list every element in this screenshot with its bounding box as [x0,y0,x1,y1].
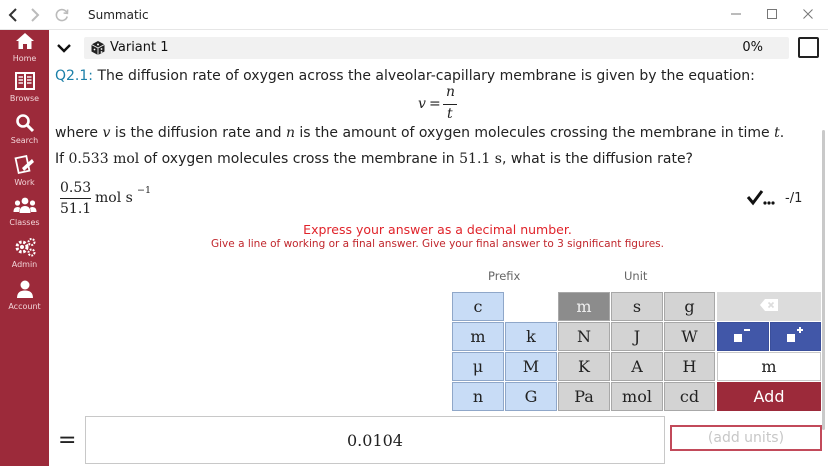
positive-exponent-button[interactable] [770,322,821,351]
close-button[interactable] [798,6,818,22]
home-icon [13,30,37,52]
collapse-chevron-icon[interactable] [56,40,72,56]
work-icon [13,154,37,176]
back-icon[interactable] [4,4,22,26]
negative-exponent-button[interactable] [717,322,769,351]
checking-icon [746,188,776,208]
sidebar-item-label: Admin [11,260,38,269]
sidebar-item-browse[interactable] [0,70,49,112]
where-text: where v is the diffusion rate and n is the amount of oxygen molecules crossing the membrane in time t. [55,125,785,141]
app-title: Summatic [88,8,149,22]
answer-input[interactable]: 0.0104 [85,416,665,464]
answer-preview [58,180,158,220]
sidebar-item-label: Classes [9,218,40,227]
book-icon [13,70,37,92]
instruction-secondary: Give a line of working or a final answer. Give your final answer to 3 significant figures. [211,238,664,250]
variant-label: Variant 1 [110,40,169,55]
unit-key-g[interactable]: g [664,292,715,321]
sidebar-item-account[interactable] [0,278,49,320]
backspace-button[interactable] [717,292,821,321]
preview-denominator: 51.1 [60,201,92,217]
prefix-key-M[interactable]: M [505,352,557,381]
equation-denominator: t [447,106,453,122]
flag-checkbox[interactable] [798,37,819,58]
equation-lhs: v [418,96,426,112]
forward-icon[interactable] [26,4,44,26]
minimize-button[interactable] [726,6,746,22]
negative-exponent-icon [733,326,753,348]
account-icon [13,278,37,300]
equation-numerator: n [446,84,456,100]
unit-key-J[interactable]: J [611,322,663,351]
unit-label: Unit [624,269,648,283]
unit-key-H[interactable]: H [664,352,715,381]
sidebar-item-label: Home [12,54,37,63]
equals-sign: = [58,428,77,453]
equation-equals: = [429,96,441,112]
prefix-key-m[interactable]: m [452,322,504,351]
sidebar-item-label: Work [14,178,35,187]
classes-icon [13,194,37,216]
refresh-icon[interactable] [52,4,72,26]
unit-key-s[interactable]: s [611,292,663,321]
backspace-icon [759,297,779,316]
preview-numerator: 0.53 [60,180,92,196]
sidebar-item-label: Search [10,136,39,145]
preview-exponent: −1 [137,185,152,196]
maximize-button[interactable] [762,6,782,22]
prefix-key-empty [505,292,557,321]
preview-unit: mol s [95,190,133,206]
positive-exponent-icon [786,326,806,348]
unit-key-W[interactable]: W [664,322,715,351]
sidebar-item-work[interactable] [0,154,49,196]
sidebar-item-label: Account [8,302,41,311]
title-bar [0,0,828,30]
question-stem: The diffusion rate of oxygen across the alveolar-capillary membrane is given by the equation: [93,68,755,84]
add-unit-button[interactable]: Add [717,382,821,411]
prefix-label: Prefix [488,269,521,283]
progress-percent: 0% [742,40,763,55]
preview-fraction-bar [60,198,91,199]
dice-icon [90,40,106,56]
unit-key-mol[interactable]: mol [611,382,663,411]
sidebar-item-search[interactable] [0,112,49,154]
prefix-key-G[interactable]: G [505,382,557,411]
sidebar-item-label: Browse [9,94,40,103]
unit-preview: m [717,352,821,381]
question-number: Q2.1: [55,68,94,84]
prefix-key-k[interactable]: k [505,322,557,351]
unit-key-m[interactable]: m [558,292,610,321]
score: -/1 [785,191,803,206]
scrollbar[interactable] [822,130,825,430]
sidebar-item-home[interactable] [0,30,49,72]
prefix-key-mu[interactable]: μ [452,352,504,381]
instruction-primary: Express your answer as a decimal number. [303,222,572,237]
question-text [55,68,755,84]
unit-key-cd[interactable]: cd [664,382,715,411]
units-input[interactable]: (add units) [670,425,822,451]
equation [418,84,468,124]
variant-selector[interactable] [84,37,789,59]
search-icon [13,112,37,134]
given-text: If 0.533 mol of oxygen molecules cross the membrane in 51.1 s, what is the diffusion rate? [55,151,693,167]
unit-key-N[interactable]: N [558,322,610,351]
equation-fraction-bar [443,104,457,105]
unit-key-A[interactable]: A [611,352,663,381]
prefix-key-n[interactable]: n [452,382,504,411]
unit-key-Pa[interactable]: Pa [558,382,610,411]
unit-key-K[interactable]: K [558,352,610,381]
prefix-key-c[interactable]: c [452,292,504,321]
